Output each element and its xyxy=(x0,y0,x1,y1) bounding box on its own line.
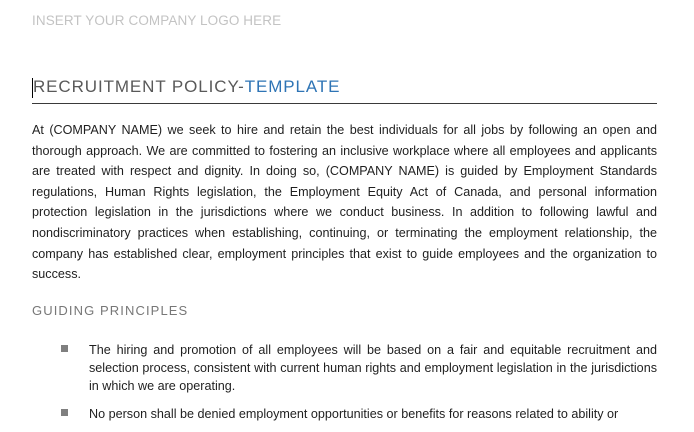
guiding-principles-heading[interactable]: GUIDING PRINCIPLES xyxy=(32,303,189,318)
square-bullet-icon xyxy=(61,409,68,416)
page-title[interactable] xyxy=(33,77,340,97)
guiding-principles-list xyxy=(0,341,694,432)
list-item xyxy=(0,405,694,423)
square-bullet-icon xyxy=(61,345,68,352)
company-logo-placeholder[interactable]: INSERT YOUR COMPANY LOGO HERE xyxy=(32,13,282,28)
title-main: RECRUITMENT POLICY- xyxy=(33,77,245,96)
principle-text[interactable]: The hiring and promotion of all employees will be based on a fair and equitable recruitment and selection process, consistent with current human rights and employment legislation in the jurisdictions in which we are operating. xyxy=(89,343,657,393)
title-accent: TEMPLATE xyxy=(244,77,341,96)
intro-paragraph[interactable]: At (COMPANY NAME) we seek to hire and retain the best individuals for all jobs by following an open and thorough approach. We are committed to fostering an inclusive workplace where all employees and applicants are treated with respect and dignity. In doing so, (COMPANY NAME) is guided by Employment Standards regulations, Human Rights legislation, the Employment Equity Act of Canada, and personal information protection legislation in the jurisdictions where we conduct business. In addition to following lawful and nondiscriminatory practices when establishing, continuing, or terminating the employment relationship, the company has established clear, employment principles that exist to guide employees and the organization to success. xyxy=(32,123,657,282)
title-block xyxy=(32,77,657,104)
list-item xyxy=(0,341,694,395)
principle-text[interactable]: No person shall be denied employment opportunities or benefits for reasons related to ability or xyxy=(89,407,619,421)
